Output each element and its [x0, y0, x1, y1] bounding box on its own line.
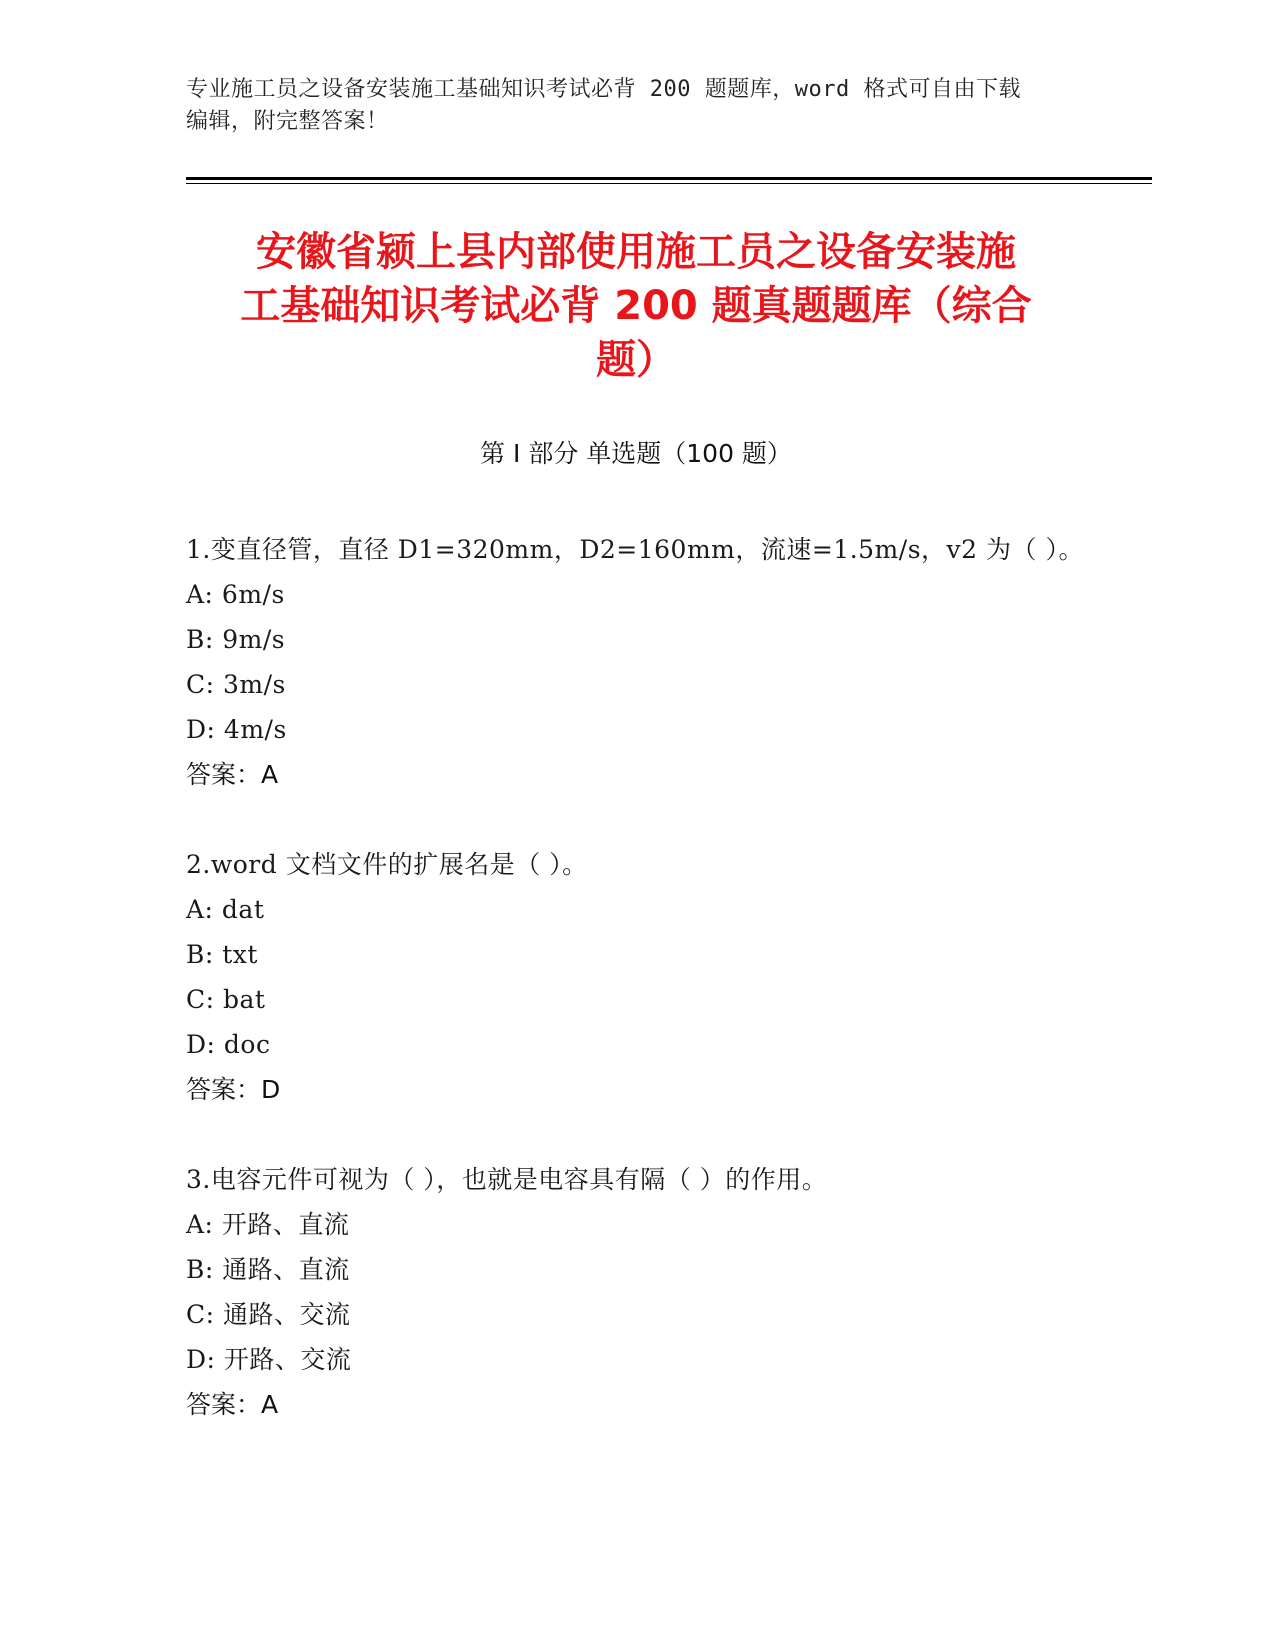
question-option-b: B: 9m/s [186, 625, 286, 654]
question-item [186, 527, 1106, 797]
title-line-1: 安徽省颍上县内部使用施工员之设备安装施 [256, 229, 1016, 275]
header-rule-thick [186, 177, 1152, 180]
question-list [186, 527, 1106, 1472]
title-line-3: 题） [596, 337, 676, 383]
question-option-d: D: 4m/s [186, 715, 287, 744]
question-answer: 答案：D [186, 1075, 281, 1104]
question-answer: 答案：A [186, 760, 279, 789]
header-note-line-2: 编辑，附完整答案！ [186, 109, 389, 134]
header-note-line-1: 专业施工员之设备安装施工基础知识考试必背 200 题题库，word 格式可自由下载 [186, 77, 1021, 102]
question-option-a: A: 开路、直流 [186, 1210, 350, 1239]
question-item [186, 842, 1106, 1112]
question-item [186, 1157, 1106, 1427]
question-option-c: C: 3m/s [186, 670, 286, 699]
header-note [186, 74, 1066, 138]
question-option-d: D: doc [186, 1030, 271, 1059]
section-heading: 第 I 部分 单选题（100 题） [480, 439, 792, 468]
page-title [186, 225, 1086, 387]
question-option-c: C: 通路、交流 [186, 1300, 351, 1329]
question-option-a: A: 6m/s [186, 580, 285, 609]
header-rule-thin [186, 183, 1152, 184]
title-line-2: 工基础知识考试必背 200 题真题题库（综合 [240, 283, 1032, 329]
question-stem: 1.变直径管，直径 D1=320mm，D2=160mm，流速=1.5m/s，v2 为（ ）。 [186, 535, 1084, 564]
question-stem: 2.word 文档文件的扩展名是（ ）。 [186, 850, 588, 879]
question-option-d: D: 开路、交流 [186, 1345, 352, 1374]
question-answer: 答案：A [186, 1390, 279, 1419]
question-option-c: C: bat [186, 985, 266, 1014]
question-option-a: A: dat [186, 895, 265, 924]
question-option-b: B: txt [186, 940, 258, 969]
question-stem: 3.电容元件可视为（ ），也就是电容具有隔（ ）的作用。 [186, 1165, 828, 1194]
question-option-b: B: 通路、直流 [186, 1255, 350, 1284]
